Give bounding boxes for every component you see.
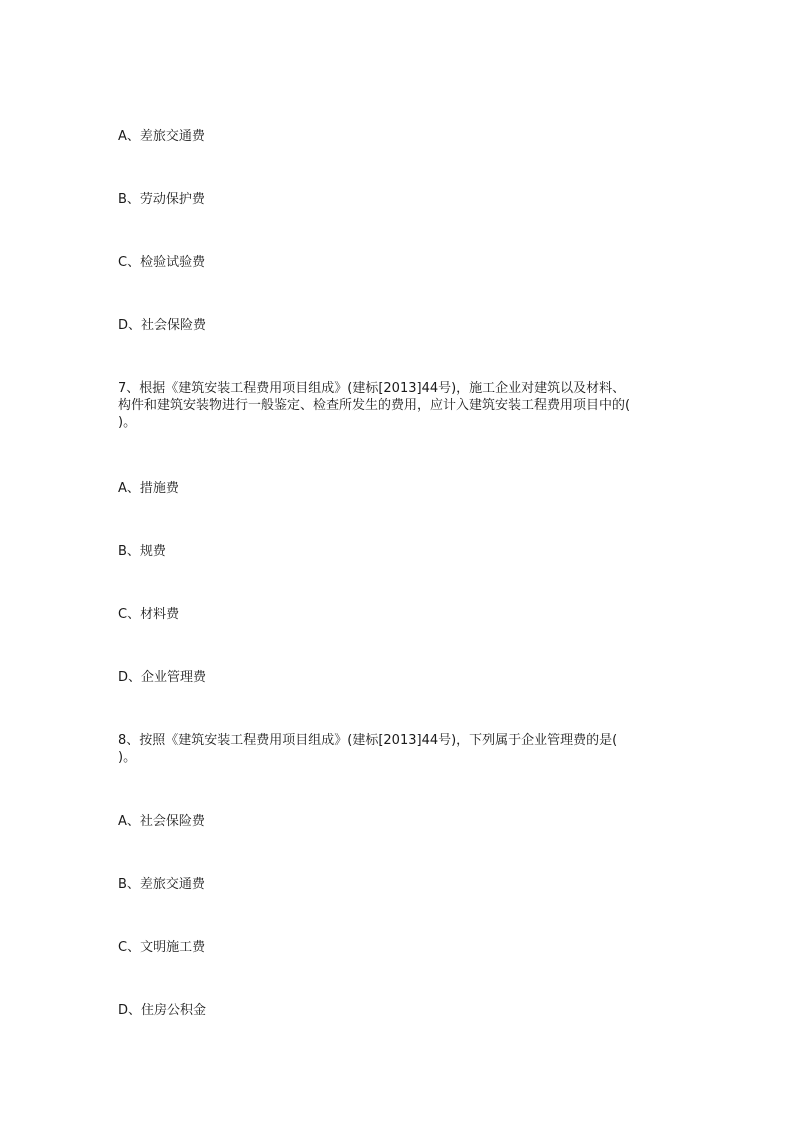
question-8-line-1: 8、按照《建筑安装工程费用项目组成》(建标[2013]44号)，下列属于企业管理费的是( [118, 733, 618, 748]
option-c: C、检验试验费 [118, 255, 206, 270]
question-7-option-a: A、措施费 [118, 481, 179, 496]
question-7-line-1: 7、根据《建筑安装工程费用项目组成》(建标[2013]44号)，施工企业对建筑以及材料、 [118, 381, 626, 396]
question-7-line-2: 构件和建筑安装物进行一般鉴定、检查所发生的费用，应计入建筑安装工程费用项目中的( [118, 398, 631, 413]
question-8-line-2: )。 [118, 750, 137, 765]
option-a: A、差旅交通费 [118, 129, 205, 144]
question-7-option-b: B、规费 [118, 544, 166, 559]
question-7-option-c: C、材料费 [118, 607, 180, 622]
question-8-option-b: B、差旅交通费 [118, 877, 205, 892]
question-8-option-c: C、文明施工费 [118, 940, 206, 955]
question-8-option-d: D、住房公积金 [118, 1003, 207, 1018]
question-8-option-a: A、社会保险费 [118, 814, 205, 829]
option-d: D、社会保险费 [118, 318, 207, 333]
option-b: B、劳动保护费 [118, 192, 205, 207]
question-7-line-3: )。 [118, 415, 137, 430]
question-7-option-d: D、企业管理费 [118, 670, 207, 685]
